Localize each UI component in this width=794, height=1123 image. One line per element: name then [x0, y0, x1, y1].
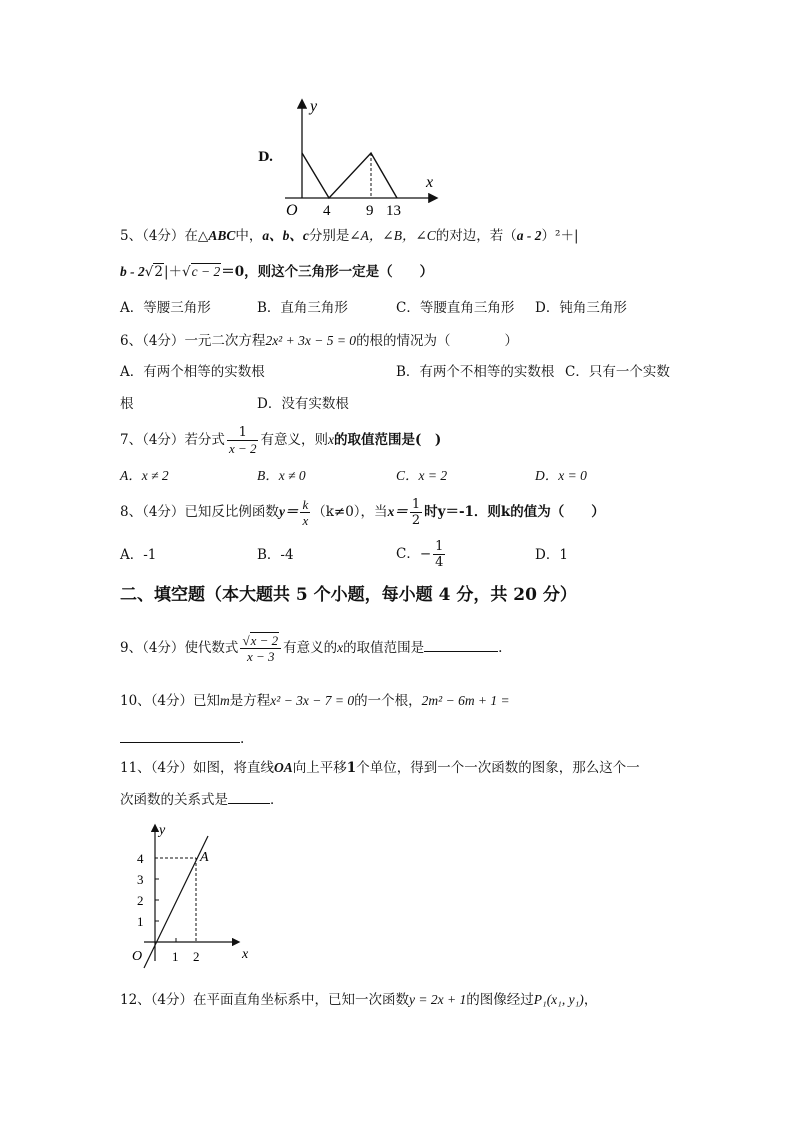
q5-text-d: ∠ — [382, 228, 394, 244]
q11-graph — [126, 820, 261, 970]
q7-text: 若分式 — [184, 432, 225, 448]
q12-score: （4分） — [150, 992, 194, 1008]
q6-score: （4分） — [142, 333, 185, 349]
q11-graph-x-label: x — [242, 947, 249, 962]
q8-option-c-label: C．− — [396, 546, 432, 562]
q5-line2-a: b - 2 — [120, 264, 145, 279]
q7-text-3: 的取值范围是( ) — [333, 432, 442, 448]
q8-option-c-num: 1 — [435, 539, 444, 554]
q10-expression: 2m² − 6m + 1 = — [421, 693, 510, 708]
q8-x-eq: x＝ — [387, 504, 408, 519]
q5-text-a: 在△ — [184, 228, 209, 244]
q7-frac-den: x − 2 — [228, 441, 257, 456]
q9-answer-blank[interactable] — [424, 651, 498, 652]
question-7 — [120, 423, 441, 457]
q5-text-f: ）²＋| — [541, 228, 579, 244]
q5-text-e: 的对边，若（ — [435, 228, 517, 244]
q12-point: P₁(x₁, y₁) — [533, 992, 584, 1007]
q8-text-3: 时y＝-1．则k的值为（ ） — [424, 504, 605, 520]
q5-angle-b: B， — [393, 228, 416, 243]
q9-fraction — [240, 633, 281, 664]
q8-half-den: 2 — [411, 513, 421, 528]
q7-option-b: B．x ≠ 0 — [257, 468, 306, 483]
q7-frac-num: 1 — [227, 425, 259, 441]
q5-option-c: C．等腰直角三角形 — [396, 300, 515, 316]
q8-frac-den: x — [302, 513, 309, 528]
q12-text: 在平面直角坐标系中，已知一次函数 — [193, 992, 410, 1008]
q7-number: 7、 — [120, 432, 143, 448]
q11-line-2-text: 次函数的关系式是 — [120, 792, 228, 808]
graph-d-tick-4: 4 — [323, 203, 331, 219]
q11-graph-y-label: y — [159, 823, 166, 838]
q11-number: 11、 — [120, 760, 151, 776]
q10-number: 10、 — [120, 693, 151, 709]
q9-text-3: 的取值范围是 — [343, 640, 425, 656]
q11-graph-ytick-label-1: 1 — [137, 914, 144, 929]
q10-text-3: 的一个根， — [354, 693, 422, 709]
question-5-line-1 — [120, 227, 579, 245]
q6-text-2: 的根的情况为（ ） — [356, 333, 519, 349]
q7-var: x — [327, 432, 334, 447]
q8-half-num: 1 — [411, 497, 421, 512]
q9-text: 使代数式 — [184, 640, 239, 656]
graph-d-label: D. — [258, 150, 274, 165]
section-2-heading: 二、填空题（本大题共 5 个小题，每小题 4 分，共 20 分） — [120, 585, 577, 605]
question-11-line-2 — [120, 791, 284, 809]
q9-text-2: 有意义的 — [283, 640, 338, 656]
q11-graph-xtick-label-2: 2 — [193, 949, 200, 964]
q11-end: ． — [270, 792, 284, 808]
q11-score: （4分） — [150, 760, 194, 776]
question-9 — [120, 630, 502, 666]
q9-end: . — [498, 640, 503, 656]
q7-option-a: A．x ≠ 2 — [120, 468, 169, 483]
q9-var: x — [337, 640, 344, 655]
q10-equation: x² − 3x − 7 = 0 — [270, 693, 355, 708]
q6-option-b: B．有两个不相等的实数根 — [396, 364, 555, 380]
question-11-line-1 — [120, 759, 640, 777]
q5-sqrt-2: 2 — [154, 264, 163, 280]
q5-vars: a、b、c — [262, 228, 309, 243]
q12-text-2: 的图像经过 — [466, 992, 534, 1008]
q6-option-c: C．只有一个实数 — [565, 364, 670, 380]
q8-option-c-den: 4 — [435, 555, 444, 570]
q5-text-c: 分别是∠ — [308, 228, 361, 244]
q11-text: 如图，将直线 — [193, 760, 275, 776]
graph-d-x-label: x — [426, 174, 434, 191]
question-5-line-2: b - 2√2|＋√c − 2＝0，则这个三角形一定是（ ） — [120, 264, 434, 280]
q5-expr: a - 2 — [516, 228, 542, 243]
q5-sqrt-c: c − 2 — [191, 264, 221, 279]
graph-d-tick-13: 13 — [386, 203, 401, 219]
graph-d-y-label: y — [310, 98, 318, 115]
q6-option-d: D．没有实数根 — [257, 396, 349, 412]
q9-number: 9、 — [120, 640, 143, 656]
graph-d-origin: O — [286, 202, 298, 219]
q8-text: 已知反比例函数 — [184, 504, 279, 520]
graph-d-curve — [302, 153, 397, 198]
q5-option-b: B．直角三角形 — [257, 300, 348, 316]
q11-graph-point-a: A — [200, 850, 209, 865]
q9-frac-den: x − 3 — [247, 649, 275, 664]
q9-frac-num: √x − 2 — [240, 633, 281, 649]
q8-number: 8、 — [120, 504, 143, 520]
q8-option-d: D．1 — [535, 547, 568, 563]
q10-var: m — [220, 693, 230, 708]
q12-end: ， — [583, 992, 598, 1008]
q7-score: （4分） — [142, 432, 185, 448]
q11-answer-blank[interactable] — [228, 803, 270, 804]
graph-d — [280, 95, 450, 220]
q8-frac-num: k — [302, 497, 309, 512]
q12-equation: y = 2x + 1 — [409, 992, 467, 1007]
q7-option-d: D．x = 0 — [535, 468, 587, 483]
q5-line2-c: ＝0，则这个三角形一定是（ ） — [221, 264, 434, 280]
q6-text: 一元二次方程 — [184, 333, 266, 349]
question-10 — [120, 692, 510, 710]
question-6 — [120, 332, 518, 350]
q10-answer-line — [120, 730, 244, 748]
q11-graph-ytick-label-2: 2 — [137, 893, 144, 908]
q8-score: （4分） — [142, 504, 185, 520]
q10-text-2: 是方程 — [229, 693, 271, 709]
q11-graph-ytick-label-3: 3 — [137, 872, 144, 887]
q5-line2-b: |＋ — [163, 264, 183, 280]
q5-angle-c: ∠C — [415, 228, 436, 243]
q11-graph-xtick-label-1: 1 — [172, 949, 179, 964]
q5-option-d: D．钝角三角形 — [535, 300, 627, 316]
q5-triangle: ABC — [208, 228, 236, 243]
q7-text-2: 有意义，则 — [260, 432, 328, 448]
q11-unit: 1 — [346, 760, 357, 776]
q8-option-b: B．-4 — [257, 547, 294, 563]
q8-fraction-half — [410, 497, 422, 528]
q6-number: 6、 — [120, 333, 143, 349]
q11-text-3: 个单位，得到一个一次函数的图象，那么这个一 — [356, 760, 640, 776]
q7-option-c: C．x = 2 — [396, 468, 448, 483]
q11-text-2: 向上平移 — [292, 760, 347, 776]
q6-equation: 2x² + 3x − 5 = 0 — [265, 333, 357, 348]
q5-score: （4分） — [142, 228, 185, 244]
q11-line-name: OA — [274, 760, 293, 775]
q11-graph-ytick-label-4: 4 — [137, 851, 144, 866]
q10-end: . — [240, 731, 245, 747]
q5-number: 5、 — [120, 228, 143, 244]
q10-answer-blank[interactable] — [120, 730, 240, 743]
q8-option-c-fraction — [433, 539, 445, 570]
q8-text-2: （k≠0），当 — [312, 504, 388, 520]
q10-text: 已知 — [193, 693, 221, 709]
q10-score: （4分） — [150, 693, 194, 709]
q5-angle-a: A， — [360, 228, 383, 243]
q8-fraction-k — [300, 497, 310, 528]
q8-option-c — [396, 537, 447, 571]
question-12 — [120, 991, 597, 1009]
q8-y-eq: y＝ — [278, 504, 299, 519]
graph-d-tick-9: 9 — [366, 203, 374, 219]
q9-score: （4分） — [142, 640, 185, 656]
question-8 — [120, 495, 605, 529]
q5-text-b: 中， — [235, 228, 263, 244]
q7-fraction — [227, 425, 259, 456]
q11-graph-origin: O — [132, 949, 143, 964]
q6-option-c-cont: 根 — [120, 396, 134, 412]
q9-frac-num-radicand: x − 2 — [250, 633, 279, 648]
q12-number: 12、 — [120, 992, 151, 1008]
q6-option-a: A．有两个相等的实数根 — [120, 364, 265, 380]
q8-option-a: A．-1 — [120, 547, 157, 563]
q5-option-a: A．等腰三角形 — [120, 300, 211, 316]
